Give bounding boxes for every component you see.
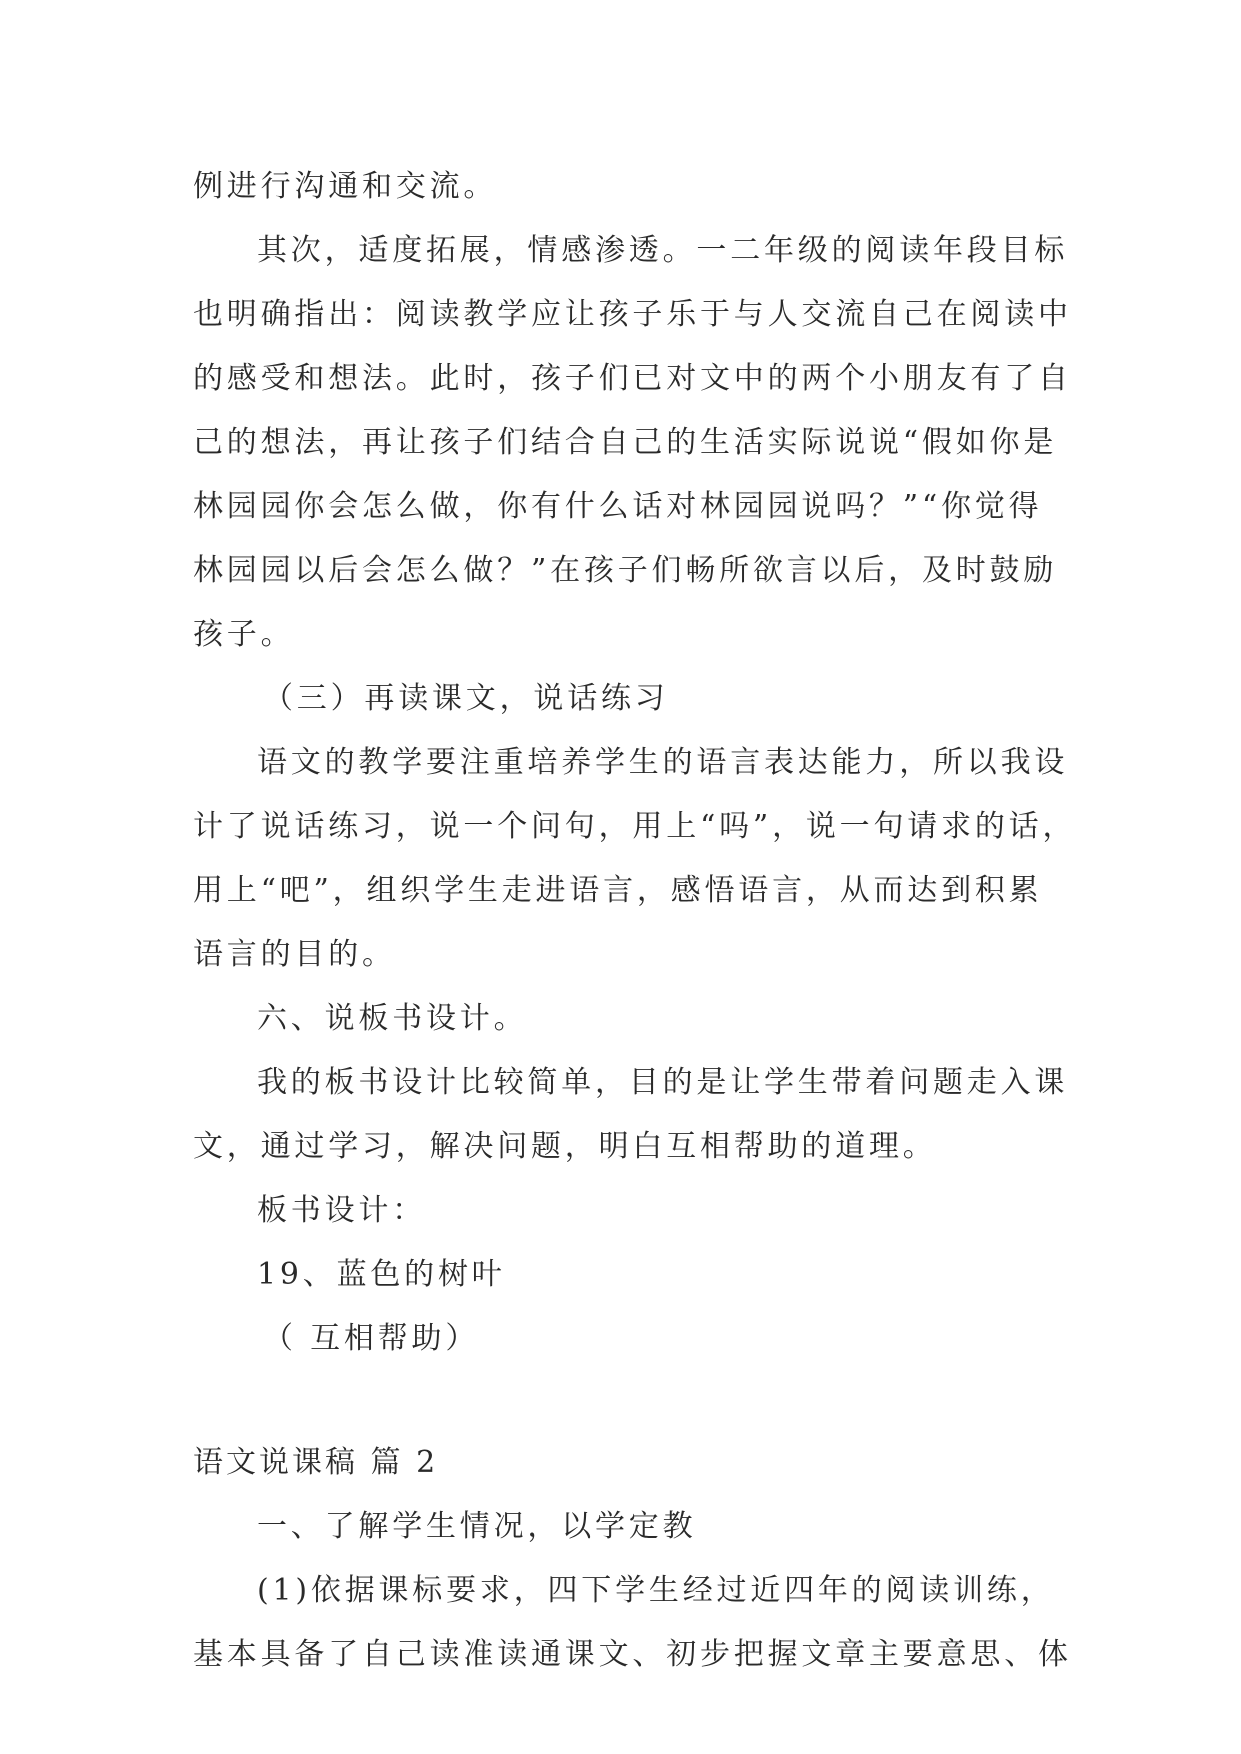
paragraph-line: 林园园以后会怎么做？”在孩子们畅所欲言以后，及时鼓励 [193,553,1058,588]
section-heading: 六、说板书设计。 [257,1001,528,1036]
board-title: 19、蓝色的树叶 [257,1257,506,1292]
paragraph-line: 基本具备了自己读准读通课文、初步把握文章主要意思、体 [193,1637,1072,1672]
document-page [193,155,1077,1687]
board-subtitle: （ 互相帮助） [263,1321,480,1356]
paragraph-line: 己的想法，再让孩子们结合自己的生活实际说说“假如你是 [193,425,1058,460]
paragraph-line: 语文的教学要注重培养学生的语言表达能力，所以我设 [257,745,1069,780]
article-title: 语文说课稿 篇 2 [193,1445,439,1480]
spacer [193,1371,1063,1431]
section-heading: （三）再读课文，说话练习 [263,681,669,716]
section-heading: 一、了解学生情况，以学定教 [257,1509,697,1544]
paragraph-line: 用上“吧”，组织学生走进语言，感悟语言，从而达到积累 [193,873,1043,908]
paragraph-line: 也明确指出：阅读教学应让孩子乐于与人交流自己在阅读中 [193,297,1072,332]
paragraph-line: (1)依据课标要求，四下学生经过近四年的阅读训练， [257,1573,1055,1608]
paragraph-line: 计了说话练习，说一个问句，用上“吗”，说一句请求的话， [193,809,1077,844]
paragraph-line: 语言的目的。 [193,937,396,972]
paragraph-line: 我的板书设计比较简单，目的是让学生带着问题走入课 [257,1065,1069,1100]
paragraph-line: 林园园你会怎么做，你有什么话对林园园说吗？”“你觉得 [193,489,1043,524]
paragraph-line: 文，通过学习，解决问题，明白互相帮助的道理。 [193,1129,937,1164]
paragraph-line: 其次，适度拓展，情感渗透。一二年级的阅读年段目标 [257,233,1069,268]
paragraph-line: 的感受和想法。此时，孩子们已对文中的两个小朋友有了自 [193,361,1072,396]
paragraph-line: 板书设计： [257,1193,426,1228]
paragraph-line: 孩子。 [193,617,295,652]
paragraph-line: 例进行沟通和交流。 [193,169,498,204]
